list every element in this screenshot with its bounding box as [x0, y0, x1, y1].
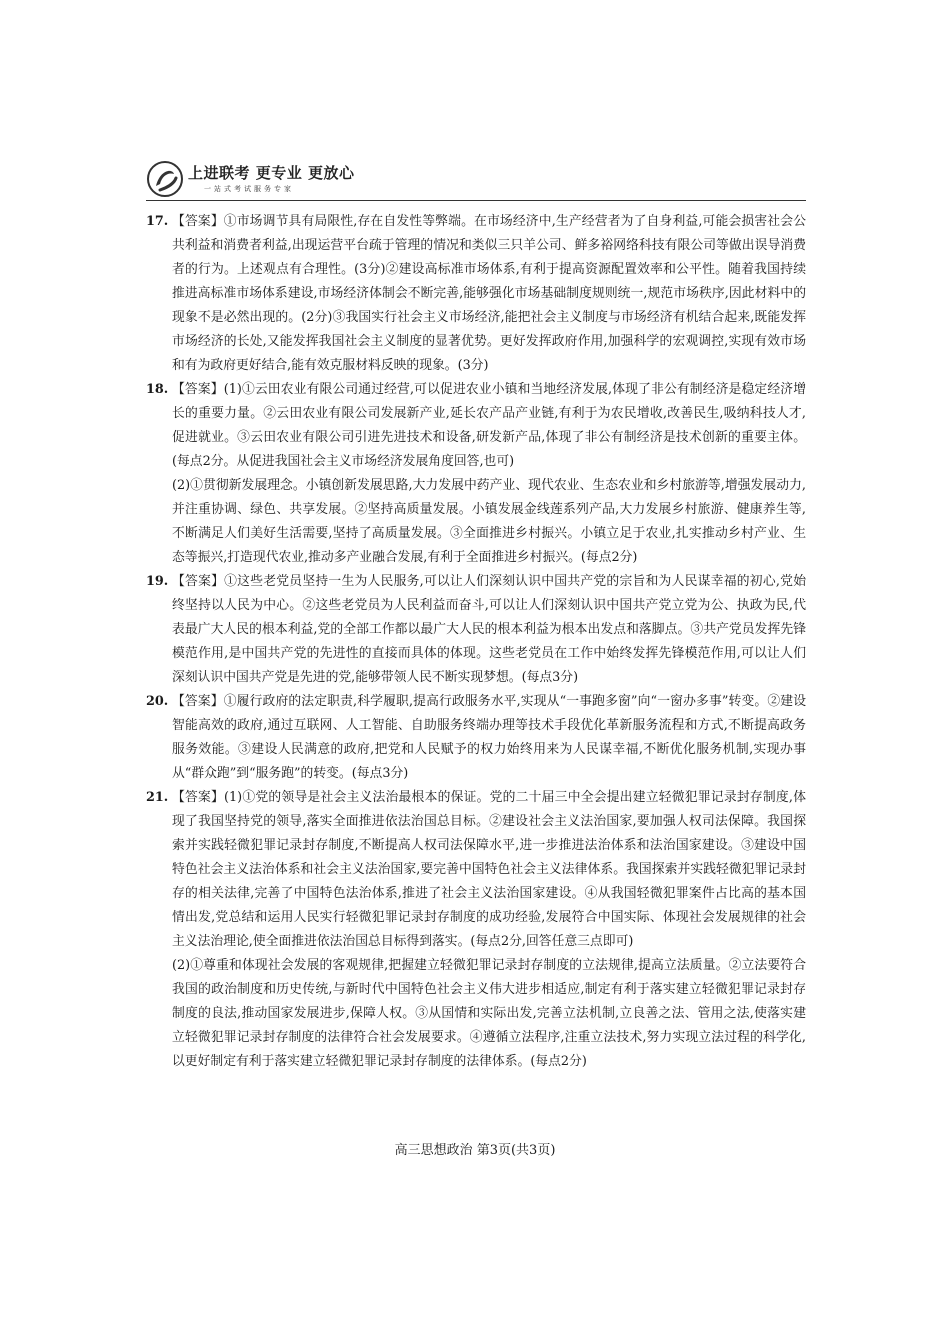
- answer-21: [146, 786, 806, 1074]
- answer-17: [146, 210, 806, 378]
- page-header: [146, 160, 366, 200]
- answer-text: 【答案】①履行政府的法定职责,科学履职,提高行政服务水平,实现从“一事跑多窗”向“一窗办多事”转变。②建设智能高效的政府,通过互联网、人工智能、自助服务终端办理等技术手段优化革新服务流程和方式,不断提高政务服务效能。③建设人民满意的政府,把党和人民赋予的权力始终用来为人民谋幸福,不断优化服务机制,实现办事从“群众跑”到“服务跑”的转变。(每点3分): [172, 694, 806, 781]
- answer-subpart: (2)①尊重和体现社会发展的客观规律,把握建立轻微犯罪记录封存制度的立法规律,提高立法质量。②立法要符合我国的政治制度和历史传统,与新时代中国特色社会主义伟大进步相适应,制定有利于落实建立轻微犯罪记录封存制度的良法,推动国家发展进步,保障人权。③从国情和实际出发,完善立法机制,立良善之法、管用之法,使落实建立轻微犯罪记录封存制度的法律符合社会发展要求。④遵循立法程序,注重立法技术,努力实现立法过程的科学化,以更好制定有利于落实建立轻微犯罪记录封存制度的法律体系。(每点2分): [172, 958, 806, 1069]
- header-subtitle: 一站式考试服务专家: [204, 185, 294, 193]
- header-slogan: 上进联考 更专业 更放心: [188, 164, 355, 182]
- answer-content: [146, 210, 806, 1074]
- answer-subpart: (2)①贯彻新发展理念。小镇创新发展思路,大力发展中药产业、现代农业、生态农业和乡村旅游等,增强发展动力,并注重协调、绿色、共享发展。②坚持高质量发展。小镇发展金线莲系列产品,大力发展乡村旅游、健康养生等,不断满足人们美好生活需要,坚持了高质量发展。③全面推进乡村振兴。小镇立足于农业,扎实推动乡村产业、生态等振兴,打造现代农业,推动多产业融合发展,有利于全面推进乡村振兴。(每点2分): [172, 478, 806, 565]
- page-footer: 高三思想政治 第3页(共3页): [394, 1143, 556, 1158]
- answer-text: 【答案】(1)①党的领导是社会主义法治最根本的保证。党的二十届三中全会提出建立轻微犯罪记录封存制度,体现了我国坚持党的领导,落实全面推进依法治国总目标。②建设社会主义法治国家,要加强人权司法保障。我国探索并实践轻微犯罪记录封存制度,不断提高人权司法保障水平,进一步推进法治体系和法治国家建设。③建设中国特色社会主义法治体系和社会主义法治国家,要完善中国特色社会主义法律体系。我国探索并实践轻微犯罪记录封存的相关法律,完善了中国特色法治体系,推进了社会主义法治国家建设。④从我国轻微犯罪案件占比高的基本国情出发,党总结和运用人民实行轻微犯罪记录封存制度的成功经验,发展符合中国实际、体现社会发展规律的社会主义法治理论,使全面推进依法治国总目标得到落实。(每点2分,回答任意三点即可): [172, 790, 806, 949]
- question-number: 18.: [146, 382, 169, 397]
- answer-20: [146, 690, 806, 786]
- question-number: 21.: [146, 790, 169, 805]
- question-number: 17.: [146, 214, 169, 229]
- header-divider: [146, 200, 806, 201]
- answer-text: 【答案】(1)①云田农业有限公司通过经营,可以促进农业小镇和当地经济发展,体现了非公有制经济是稳定经济增长的重要力量。②云田农业有限公司发展新产业,延长农产品产业链,有利于为农民增收,改善民生,吸纳科技人才,促进就业。③云田农业有限公司引进先进技术和设备,研发新产品,体现了非公有制经济是技术创新的重要主体。(每点2分。从促进我国社会主义市场经济发展角度回答,也可): [172, 382, 806, 469]
- question-number: 20.: [146, 694, 169, 709]
- logo-icon: [146, 160, 184, 198]
- question-number: 19.: [146, 574, 169, 589]
- answer-19: [146, 570, 806, 690]
- answer-18: [146, 378, 806, 570]
- answer-text: 【答案】①市场调节具有局限性,存在自发性等弊端。在市场经济中,生产经营者为了自身利益,可能会损害社会公共利益和消费者利益,出现运营平台疏于管理的情况和类似三只羊公司、鲜多裕网络科技有限公司等做出误导消费者的行为。上述观点有合理性。(3分)②建设高标准市场体系,有利于提高资源配置效率和公平性。随着我国持续推进高标准市场体系建设,市场经济体制会不断完善,能够强化市场基础制度规则统一,规范市场秩序,因此材料中的现象不是必然出现的。(2分)③我国实行社会主义市场经济,能把社会主义制度与市场经济有机结合起来,既能发挥市场经济的长处,又能发挥我国社会主义制度的显著优势。更好发挥政府作用,加强科学的宏观调控,实现有效市场和有为政府更好结合,能有效克服材料反映的现象。(3分): [172, 214, 806, 373]
- answer-text: 【答案】①这些老党员坚持一生为人民服务,可以让人们深刻认识中国共产党的宗旨和为人民谋幸福的初心,党始终坚持以人民为中心。②这些老党员为人民利益而奋斗,可以让人们深刻认识中国共产党立党为公、执政为民,代表最广大人民的根本利益,党的全部工作都以最广大人民的根本利益为根本出发点和落脚点。③共产党员发挥先锋模范作用,是中国共产党的先进性的直接而具体的体现。这些老党员在工作中始终发挥先锋模范作用,可以让人们深刻认识中国共产党是先进的党,能够带领人民不断实现梦想。(每点3分): [172, 574, 806, 685]
